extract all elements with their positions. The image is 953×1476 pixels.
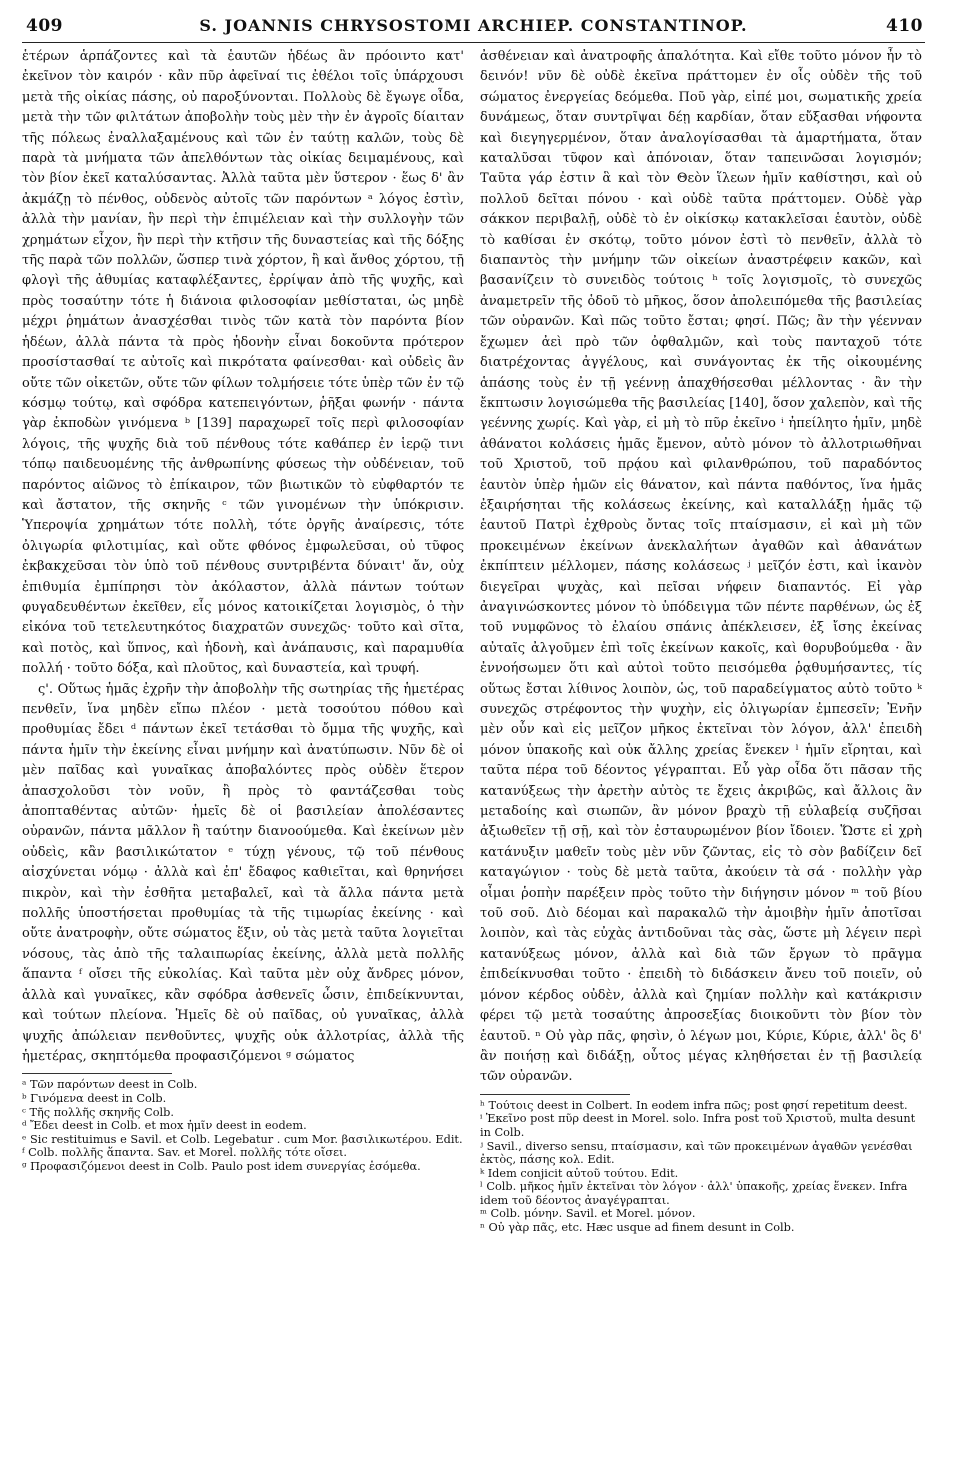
running-title: S. JOANNIS CHRYSOSTOMI ARCHIEP. CONSTANTINOP. bbox=[199, 16, 748, 35]
footnote: ᵍ Προφασιζόμενοι deest in Colb. Paulo post idem συνεργίας ἑσόμεθα. bbox=[22, 1159, 421, 1173]
footnote: ᵃ Τῶν παρόντων deest in Colb. bbox=[22, 1078, 198, 1092]
right-paragraph: ἀσθένειαν καὶ ἀνατροφῆς ἁπαλότητα. Καὶ εἴθε τοῦτο μόνον ἦν τὸ δεινόν! νῦν δὲ οὐδὲ ἐκεῖνα πράττομεν ἐν οἷς οὐδὲν τῆς τοῦ σώματος ἐνεργείας δεόμεθα. Ποῦ γὰρ, εἰπέ μοι, σωματικῆς χρεία δυνάμεως, ὅταν συντρῖψαι δέῃ καρδίαν, ὅταν εὔξασθαι νήφοντα καὶ διεγηγερμένον, ὅταν ἀναλογίσασθαι τὰ ἁμαρτήματα, ὅταν καταλῦσαι τῦφον καὶ ἀπόνοιαν, ὅταν ταπεινῶσαι λογισμόν; Ταῦτα γάρ ἐστιν ἃ καὶ τὸν Θεὸν ἵλεων ἡμῖν καθίστησι, καὶ οὐ πολλοῦ δεῖται πόνου · καὶ οὐδὲ ταῦτα πράττομεν. Οὐδὲ γὰρ σάκκον περιβαλῇ, οὐδὲ τὸ ἐν οἰκίσκῳ κατακλεῖσαι ἑαυτὸν, οὐδὲ τὸ καθίσαι ἐν σκότῳ, τοῦτο μόνον ἐστὶ τὸ πενθεῖν, ἀλλὰ τὸ διαπαντὸς τὴν μνήμην τῶν οἰκείων ἀναστρέφειν κακῶν, καὶ βασανίζειν τὸ συνειδὸς τούτοις ʰ τοῖς λογισμοῖς, τὸ συνεχῶς ἀναμετρεῖν τῆς ὁδοῦ τὸ μῆκος, ὅσον ἀπολειπόμεθα τῆς βασιλείας τῶν οὐρανῶν. Καὶ πῶς τοῦτο ἔσται; φησί. Πῶς; ἂν τὴν γέενναν ἔχωμεν ἀεὶ πρὸ τῶν ὀφθαλμῶν, καὶ τοὺς πανταχοῦ τότε διατρέχοντας ἀγγέλους, καὶ συνάγοντας ἐκ τῆς οἰκουμένης ἁπάσης τοὺς ἐν τῇ γεέννῃ ἀπαχθήσεσθαι μέλλοντας · ἂν τὴν ἔκπτωσιν λογισώμεθα τῆς βασιλείας [140], ὅσον χαλεπὸν, καὶ τῆς γεέννης χωρίς. Καὶ γὰρ, εἰ μὴ τὸ πῦρ ἐκεῖνο ⁱ ἠπείλητο ἡμῖν, μηδὲ ἀθάνατοι κολάσεις ἡμᾶς ἔμενον, αὐτὸ μόνον τὸ ἀλλοτριωθῆναι τοῦ Χριστοῦ, τοῦ πρᾴου καὶ φιλανθρώπου, τοῦ παραδόντος ἑαυτὸν ὑπὲρ ἡμῶν εἰς θάνατον, καὶ πάντα παθόντος, ἵνα ἡμᾶς ἐξαιρήσηται τῆς κολάσεως ἐκείνης, καὶ καταλλάξῃ ἡμᾶς τῷ ἑαυτοῦ Πατρὶ ἐχθροὺς ὄντας τοῖς πταίσμασιν, εἰ καὶ μὴ τῶν προκειμένων ἐκείνων ἀνεκλαλήτων ἀγαθῶν καὶ ἀθανάτων ἐκπίπτειν μέλλομεν, πάσης κολάσεως ʲ μεῖζόν ἐστι, καὶ ἱκανὸν διεγεῖραι ψυχὰς, καὶ πεῖσαι νήφειν διαπαντός. Εἰ γὰρ ἀναγινώσκοντες μόνον τὸ ὑπόδειγμα τῶν πέντε παρθένων, ὡς ἐξ τοῦ νυμφῶνος τὸ ἐλαίου σπάνις ἀπέκλεισεν, ἐξ ἴσης ἐκείνας αὐταῖς ἀλγοῦμεν ἐπὶ τοῖς ἐκείνων κακοῖς, καὶ θορυβούμεθα · ἂν ἐννοήσωμεν ὅτι καὶ αὐτοὶ τοῦτο πεισόμεθα ῥᾳθυμήσαντες, τίς οὕτως ἔσται λίθινος λοιπὸν, ὡς, τοῦ παραδείγματος αὐτὸ τοῦτο ᵏ συνεχῶς στρέφοντος τὴν ψυχὴν, εἰς ὀλιγωρίαν ἐμπεσεῖν; Ἐνῆν μὲν οὖν καὶ εἰς μεῖζον μῆκος ἐκτεῖναι τὸν λόγον, ἀλλ' ἐπειδὴ μόνον ὑπακοῆς καὶ οὐκ ἄλλης χρείας ἕνεκεν ˡ ἡμῖν εἴρηται, καὶ ταῦτα πέρα τοῦ δέοντος γέγραπται. Εὖ γὰρ οἶδα ὅτι πᾶσαν τῆς κατανύξεως τὴν ἀρετὴν αὐτὸς τε ἔχεις ἀκριβῶς, καὶ ἄλλοις ἂν μεταδοίης καὶ σιωπῶν, ἂν μόνον βραχὺ τῇ εὐλαβείᾳ συζῆσαι ἀξιωθεῖεν τῇ σῇ, καὶ τὸν ἐσταυρωμένον βίον ἴδοιεν. Ὥστε εἰ χρὴ κατάνυξιν μαθεῖν τοὺς μὲν νῦν ζῶντας, εἰς τὸ σὸν βαδίζειν δεῖ καταγώγιον · τοὺς δὲ μετὰ ταῦτα, ἀκούειν τὰ σά · πολλὴν γὰρ οἶμαι ῥοπὴν παρέξειν πρὸς τοῦτο τὴν διήγησιν μόνον ᵐ τοῦ βίου τοῦ σοῦ. Διὸ δέομαι καὶ παρακαλῶ τὴν ἀμοιβὴν ἡμῖν ἀποτῖσαι λοιπὸν, καὶ τὰς εὐχὰς ἀντιδοῦναι τὰς σὰς, ὥστε μὴ λέγειν περὶ κατανύξεως μόνον, ἀλλὰ καὶ διὰ τῶν ἔργων τὸ πρᾶγμα ἐπιδείκνυσθαι τοῦτο · ἐπειδὴ τὸ διδάσκειν ἄνευ τοῦ ποιεῖν, οὐ μόνον κέρδος οὐδὲν, ἀλλὰ καὶ ζημίαν πολλὴν καὶ κατάκρισιν φέρει τῷ μετὰ τοσαύτης ἀπροσεξίας διοικοῦντι τὸν βίον τὸν ἑαυτοῦ. ⁿ Οὐ γὰρ πᾶς, φησὶν, ὁ λέγων μοι, Κύριε, Κύριε, ἀλλ' ὃς δ' ἂν ποιήσῃ καὶ διδάξῃ, οὗτος μέγας κληθήσεται ἐν τῇ βασιλείᾳ τῶν οὐρανῶν. bbox=[480, 49, 922, 1085]
footnote: ᶠ Colb. πολλῆς ἅπαντα. Sav. et Morel. πολλῆς τότε οἴσει. bbox=[22, 1146, 347, 1160]
footnote-rule-left bbox=[22, 1073, 172, 1074]
footnote: ʲ Savil., diverso sensu, πταίσμασιν, καὶ τῶν προκειμένων ἀγαθῶν γενέσθαι ἐκτὸς, πάσης κολ. Edit. bbox=[480, 1139, 913, 1167]
left-column bbox=[22, 47, 464, 1235]
text-columns bbox=[22, 47, 925, 1235]
footnote: ⁿ Οὐ γὰρ πᾶς, etc. Hæc usque ad finem desunt in Colb. bbox=[480, 1221, 795, 1235]
footnote: ᵐ Colb. μόνην. Savil. et Morel. μόνον. bbox=[480, 1207, 696, 1221]
left-paragraph: ἑτέρων ἁρπάζοντες καὶ τὰ ἑαυτῶν ἡδέως ἂν πρόοιντο κατ' ἐκεῖνον τὸν καιρόν · κἂν πῦρ ἀφεῖναί τις ἐθέλοι τοῖς ὑπάρχουσι μετὰ τῆς οἰκίας πάσης, οὐ παροξύνονται. Πολλοὺς δὲ ἔγωγε οἶδα, μετὰ τὴν τῶν φιλτάτων ἀποβολὴν τοὺς μὲν τὴν ἐν ἀγροῖς δίαιταν τῆς πόλεως ἐναλλαξαμένους καὶ τῶν ἐν ταύτῃ καλῶν, τοὺς δὲ παρὰ τὰ μνήματα τῶν ἀπελθόντων τὰς οἰκίας δειμαμένους, καὶ τὸν βίον ἐκεῖ καταλύσαντας. Ἀλλὰ ταῦτα μὲν ὕστερον · ἕως δ' ἂν ἀκμάζῃ τὸ πένθος, οὐδενὸς αὐτοῖς τῶν παρόντων ᵃ λόγος ἐστὶν, ἀλλὰ τὴν μανίαν, ἣν περὶ τὴν ἐπιμέλειαν καὶ τὴν συλλογὴν τῶν χρημάτων εἶχον, ἣν περὶ τὴν κτῆσιν τῆς δυναστείας καὶ τῆς δόξης τῆς παρὰ τῶν πολλῶν, ὥσπερ τινὰ χόρτον, ἢ καὶ ἄνθος χόρτου, τῇ φλογὶ τῆς ἀθυμίας καταφλέξαντες, ἐρρίψαν ἀπὸ τῆς ψυχῆς, καὶ πρὸς τοσαύτην τότε ἡ διάνοια φιλοσοφίαν μεθίσταται, ὡς μηδὲ μέχρι ῥημάτων ἀνασχέσθαι τινὸς τῶν κατὰ τὸν παρόντα βίον ἡδέων, ἀλλὰ πάντα τὰ πρὸς ἡδονὴν εἶναι δοκοῦντα πρότερον προσίστασθαί τε αὐτοῖς καὶ πικρότατα φαίνεσθαι· καὶ οὐδεὶς ἂν οὔτε τῶν οἰκετῶν, οὔτε τῶν φίλων τολμήσειε τότε ὑπὲρ τῶν ἐν τῷ κόσμῳ τούτῳ, καὶ σφόδρα κατεπειγόντων, ῥῆξαι φωνήν · πάντα γὰρ ἐκποδὼν γινόμενα ᵇ [139] παραχωρεῖ τοῖς περὶ φιλοσοφίαν λόγοις, τῆς ψυχῆς διὰ τοῦ πένθους τότε καθάπερ ἐν ἱερῷ τινι τόπῳ παιδευομένης τῆς ἀνθρωπίνης φύσεως τὴν οὐδένειαν, τοῦ παρόντος αἰῶνος τὸ ἐπίκαιρον, τῶν βιωτικῶν τὸ εὐφθαρτόν τε καὶ ἄστατον, τῆς σκηνῆς ᶜ τῶν γινομένων τὴν ὑπόκρισιν. Ὑπεροψία χρημάτων τότε πολλὴ, τότε ὀργῆς ἀναίρεσις, τότε ὀλιγωρία φιλοτιμίας, καὶ οὔτε φθόνος ἐμφωλεῦσαι, οὐ τῦφος ἐκβακχεῦσαι τὸν ὑπὸ τοῦ πένθους συντριβέντα δύναιτ' ἄν, οὐχ ἐπιθυμία ἐμπίπρησι τὸν ἀκόλαστον, ἀλλὰ πάντων τούτων φυγαδευθέντων ἐκεῖθεν, εἷς μόνος κατοικίζεται λογισμὸς, ὁ τὴν εἰκόνα τοῦ τετελευτηκότος διαχρατῶν συνεχῶς· τοῦτο καὶ σῖτα, καὶ ποτὸς, καὶ ὕπνος, καὶ ἡδονὴ, καὶ ἀνάπαυσις, καὶ παραμυθία πολλή · τοῦτο δόξα, καὶ πλοῦτος, καὶ δυναστεία, καὶ τρυφή. bbox=[22, 49, 464, 677]
page-header bbox=[22, 8, 925, 43]
right-footnotes bbox=[480, 1099, 922, 1235]
page-number-left: 409 bbox=[26, 16, 63, 36]
left-paragraph: ς'. Οὕτως ἡμᾶς ἐχρῆν τὴν ἀποβολὴν τῆς σωτηρίας τῆς ἡμετέρας πενθεῖν, ἵνα μηδὲν εἴπω πλέον · μετὰ τοσούτου πόθου καὶ προθυμίας ἔδει ᵈ πάντων ἐκεῖ τετάσθαι τὸ ὄμμα τῆς ψυχῆς, καὶ πάντα ἡμῖν τὴν ἐκείνης εἶναι μνήμην καὶ ἀνατύπωσιν. Νῦν δὲ οἱ μὲν παῖδας καὶ γυναῖκας ἀποβαλόντες πρὸς οὐδὲν ἕτερον ἀπασχολοῦσι τὸν νοῦν, ἢ πρὸς τὸ φαντάζεσθαι τοὺς ἀποπταθέντας αὐτῶν· ἡμεῖς δὲ οἱ βασιλείαν ἀπολέσαντες οὐρανῶν, πάντα μᾶλλον ἢ ταύτην διανοούμεθα. Καὶ ἐκείνων μὲν οὐδεὶς, κἂν βασιλικώτατον ᵉ τύχῃ γένους, τῷ τοῦ πένθους αἰσχύνεται νόμῳ · ἀλλὰ καὶ ἐπ' ἔδαφος καθιεῖται, καὶ θρηνήσει πικρὸν, καὶ τὴν ἐσθῆτα μεταβαλεῖ, καὶ τὰ ἄλλα πάντα μετὰ πολλῆς ὑποστήσεται προθυμίας τὰ τῆς τιμωρίας ἐκείνης · καὶ οὔτε ἀνατροφὴν, οὔτε σώματος ἕξιν, οὐ τὰς μετὰ ταῦτα λογιεῖται νόσους, τὰς ἀπὸ τῆς ταλαιπωρίας ἐκείνης, ἀλλὰ μετὰ πολλῆς ἅπαντα ᶠ οἴσει τῆς εὐκολίας. Καὶ ταῦτα μὲν οὐχ ἄνδρες μόνον, ἀλλὰ καὶ γυναῖκες, κἂν σφόδρα ἀσθενεῖς ὦσιν, ἐπιδείκνυνται, καὶ τούτων πλείονα. Ἡμεῖς δὲ οὐ παῖδας, οὐ γυναῖκας, ἀλλὰ ψυχῆς ἀπώλειαν πενθοῦντες, ψυχῆς οὐκ ἀλλοτρίας, ἀλλὰ τῆς ἡμετέρας, σκηπτόμεθα προφασιζόμενοι ᵍ σώματος bbox=[22, 681, 464, 1064]
footnote: ᵉ Sic restituimus e Savil. et Colb. Legebatur . cum Mor. βασιλικωτέρου. Edit. bbox=[22, 1132, 463, 1146]
footnote: ᵇ Γινόμενα deest in Colb. bbox=[22, 1091, 167, 1105]
footnote: ᵈ Ἔδει deest in Colb. et mox ἡμῖν deest in eodem. bbox=[22, 1119, 307, 1133]
footnote: ˡ Colb. μῆκος ἡμῖν ἐκτεῖναι τὸν λόγον · ἀλλ' ὑπακοῆς, χρείας ἕνεκεν. Infra idem τοῦ δέοντος ἀναγέγραπται. bbox=[480, 1180, 908, 1207]
footnote-rule-right bbox=[480, 1094, 630, 1095]
left-footnotes bbox=[22, 1078, 464, 1173]
footnote: ᶜ Τῆς πολλῆς σκηνῆς Colb. bbox=[22, 1105, 174, 1119]
page-number-right: 410 bbox=[886, 16, 923, 36]
footnote: ᵏ Idem conjicit αὐτοῦ τούτου. Edit. bbox=[480, 1166, 679, 1180]
right-column bbox=[480, 47, 922, 1235]
footnote: ʰ Τούτοις deest in Colbert. In eodem infra πῶς; post φησί repetitum deest. bbox=[480, 1098, 908, 1112]
footnote: ⁱ Ἐκεῖνο post πῦρ deest in Morel. solo. Infra post τοῦ Χριστοῦ, multa desunt in Colb. bbox=[480, 1112, 916, 1139]
